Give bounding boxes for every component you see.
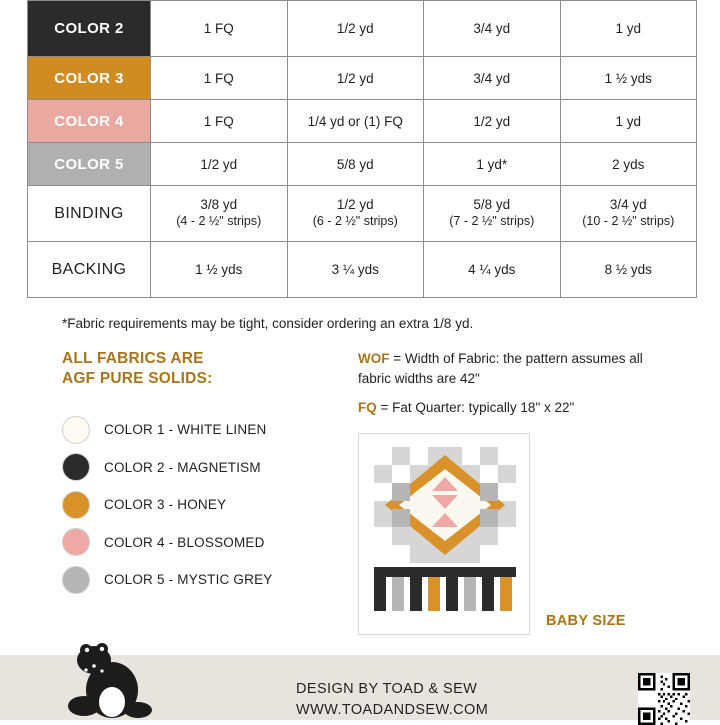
row-label-backing: BACKING (28, 242, 151, 298)
frog-logo-icon (64, 640, 160, 720)
cell: 3/4 yd (424, 1, 561, 57)
cell-secondary: (6 - 2 ½" strips) (312, 214, 398, 229)
color-swatch-icon (62, 416, 90, 444)
list-item (62, 486, 272, 524)
color-swatch-icon (62, 491, 90, 519)
page-footer (0, 655, 720, 720)
wof-text: = Width of Fabric: the pattern assumes all fabric widths are 42" (358, 351, 643, 386)
wof-term: WOF (358, 351, 390, 366)
table-row (28, 143, 697, 186)
table-row (28, 1, 697, 57)
row-label-color-4: COLOR 4 (28, 100, 151, 143)
table-body (28, 1, 697, 298)
color-swatch-list (62, 411, 272, 599)
cell: 1 ½ yds (151, 242, 288, 298)
cell: 1 yd* (424, 143, 561, 186)
cell-primary: 1/2 yd (336, 197, 374, 213)
list-item (62, 524, 272, 562)
all-fabrics-heading (62, 349, 212, 389)
cell (424, 186, 561, 242)
fq-definition (358, 398, 658, 418)
quilt-illustration (368, 443, 522, 627)
fq-text: = Fat Quarter: typically 18" x 22" (376, 400, 575, 416)
cell: 2 yds (560, 143, 697, 186)
swatch-label: COLOR 5 - MYSTIC GREY (104, 572, 273, 588)
cell-primary: 3/4 yd (609, 197, 647, 213)
swatch-label: COLOR 1 - WHITE LINEN (104, 422, 267, 438)
row-label-color-2: COLOR 2 (28, 1, 151, 57)
definitions-block (358, 349, 658, 418)
cell-secondary: (4 - 2 ½" strips) (176, 214, 262, 229)
cell (287, 186, 424, 242)
cell: 1/2 yd (151, 143, 288, 186)
list-item (62, 411, 272, 449)
cell: 8 ½ yds (560, 242, 697, 298)
cell-secondary: (7 - 2 ½" strips) (449, 214, 535, 229)
swatch-label: COLOR 3 - HONEY (104, 497, 227, 513)
swatch-label: COLOR 2 - MAGNETISM (104, 459, 261, 475)
all-fabrics-heading-line2: AGF PURE SOLIDS: (62, 370, 213, 388)
cell: 3/4 yd (424, 57, 561, 100)
color-swatch-icon (62, 566, 90, 594)
quilt-preview-image (358, 433, 530, 635)
cell: 1/2 yd (287, 1, 424, 57)
wof-definition (358, 349, 658, 388)
cell: 5/8 yd (287, 143, 424, 186)
footer-credit (296, 679, 488, 721)
cell: 1/2 yd (287, 57, 424, 100)
fabric-note: *Fabric requirements may be tight, consider ordering an extra 1/8 yd. (62, 316, 474, 331)
qr-code-icon[interactable] (638, 673, 690, 725)
cell: 1 FQ (151, 1, 288, 57)
cell-secondary: (10 - 2 ½" strips) (582, 214, 675, 229)
cell: 1/4 yd or (1) FQ (287, 100, 424, 143)
cell: 1/2 yd (424, 100, 561, 143)
list-item (62, 561, 272, 599)
row-label-color-3: COLOR 3 (28, 57, 151, 100)
cell: 3 ¼ yds (287, 242, 424, 298)
color-swatch-icon (62, 453, 90, 481)
cell: 1 yd (560, 1, 697, 57)
cell: 1 FQ (151, 100, 288, 143)
swatch-label: COLOR 4 - BLOSSOMED (104, 534, 265, 550)
all-fabrics-heading-line1: ALL FABRICS ARE (62, 350, 204, 367)
cell-primary: 5/8 yd (473, 197, 511, 213)
fabric-requirements-table (27, 0, 697, 298)
table-row (28, 57, 697, 100)
cell (560, 186, 697, 242)
table-row (28, 186, 697, 242)
footer-line-2: WWW.TOADANDSEW.COM (296, 702, 489, 719)
cell: 1 yd (560, 100, 697, 143)
row-label-binding: BINDING (28, 186, 151, 242)
fq-term: FQ (358, 400, 377, 416)
cell-primary: 3/8 yd (200, 197, 238, 213)
cell: 1 ½ yds (560, 57, 697, 100)
footer-line-1: DESIGN BY TOAD & SEW (296, 681, 478, 697)
table-row (28, 100, 697, 143)
cell: 4 ¼ yds (424, 242, 561, 298)
list-item (62, 449, 272, 487)
cell (151, 186, 288, 242)
fabrics-and-preview-section (0, 349, 720, 679)
row-label-color-5: COLOR 5 (28, 143, 151, 186)
table-row (28, 242, 697, 298)
color-swatch-icon (62, 528, 90, 556)
quilt-size-label: BABY SIZE (546, 613, 626, 629)
cell: 1 FQ (151, 57, 288, 100)
